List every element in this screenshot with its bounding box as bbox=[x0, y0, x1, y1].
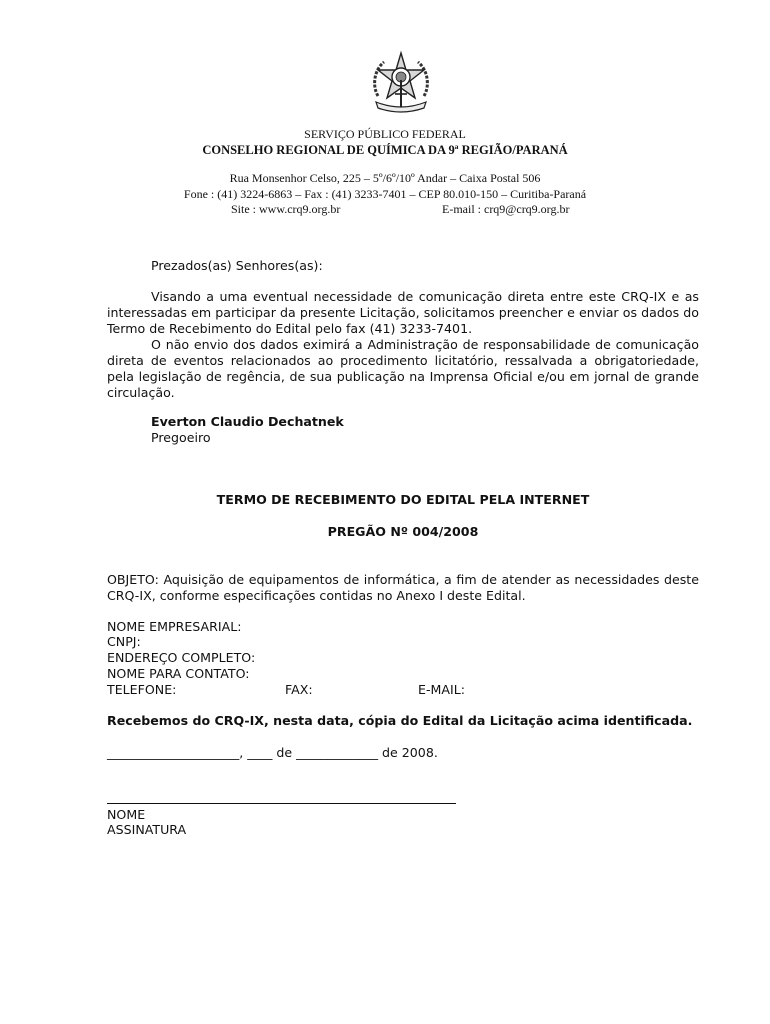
field-email-label: E-MAIL: bbox=[418, 682, 465, 697]
term-object: OBJETO: Aquisição de equipamentos de informática, a fim de atender as necessidades deste CRQ-IX, conforme especificações contidas no Anexo I deste Edital. bbox=[107, 572, 699, 603]
field-phone-label: TELEFONE: bbox=[107, 682, 177, 697]
letter-body bbox=[107, 289, 699, 401]
signer-role: Pregoeiro bbox=[151, 430, 211, 445]
signature-name-label: NOME bbox=[107, 807, 146, 822]
header-site: Site : www.crq9.org.br bbox=[231, 202, 341, 216]
header-phones: Fone : (41) 3224-6863 – Fax : (41) 3233-7401 – CEP 80.010-150 – Curitiba-Paraná bbox=[183, 187, 587, 201]
field-cnpj-label: CNPJ: bbox=[107, 634, 141, 649]
header-service: SERVIÇO PÚBLICO FEDERAL bbox=[304, 127, 466, 141]
greeting: Prezados(as) Senhores(as): bbox=[151, 258, 323, 273]
field-address-label: ENDEREÇO COMPLETO: bbox=[107, 650, 256, 665]
date-line: _____________________, ____ de _____________ de 2008. bbox=[107, 745, 438, 760]
field-fax-label: FAX: bbox=[285, 682, 313, 697]
signature-label: ASSINATURA bbox=[107, 822, 187, 837]
receipt-statement: Recebemos do CRQ-IX, nesta data, cópia do Edital da Licitação acima identificada. bbox=[107, 713, 693, 728]
field-contact-label: NOME PARA CONTATO: bbox=[107, 666, 250, 681]
term-subtitle: PREGÃO Nº 004/2008 bbox=[327, 524, 479, 539]
field-company-label: NOME EMPRESARIAL: bbox=[107, 619, 242, 634]
header-email: E-mail : crq9@crq9.org.br bbox=[442, 202, 570, 216]
header-address: Rua Monsenhor Celso, 225 – 5º/6º/10º Andar – Caixa Postal 506 bbox=[229, 171, 541, 185]
signature-line bbox=[107, 803, 456, 804]
letter-paragraph-1: Visando a uma eventual necessidade de comunicação direta entre este CRQ-IX e as interessadas em participar da presente Licitação, solicitamos preencher e enviar os dados do Termo de Recebimento do Edital pelo fax (41) 3233-7401. bbox=[107, 289, 699, 336]
brazil-coat-of-arms-icon bbox=[368, 50, 434, 116]
signer-name: Everton Claudio Dechatnek bbox=[151, 414, 344, 429]
header-council: CONSELHO REGIONAL DE QUÍMICA DA 9ª REGIÃO/PARANÁ bbox=[202, 143, 568, 157]
term-title: TERMO DE RECEBIMENTO DO EDITAL PELA INTERNET bbox=[216, 492, 590, 507]
letter-paragraph-2: O não envio dos dados eximirá a Administração de responsabilidade de comunicação direta de eventos relacionados ao procedimento licitatório, ressalvada a obrigatoriedade, pela legislação de regência, de sua publicação na Imprensa Oficial e/ou em jornal de grande circulação. bbox=[107, 337, 699, 400]
